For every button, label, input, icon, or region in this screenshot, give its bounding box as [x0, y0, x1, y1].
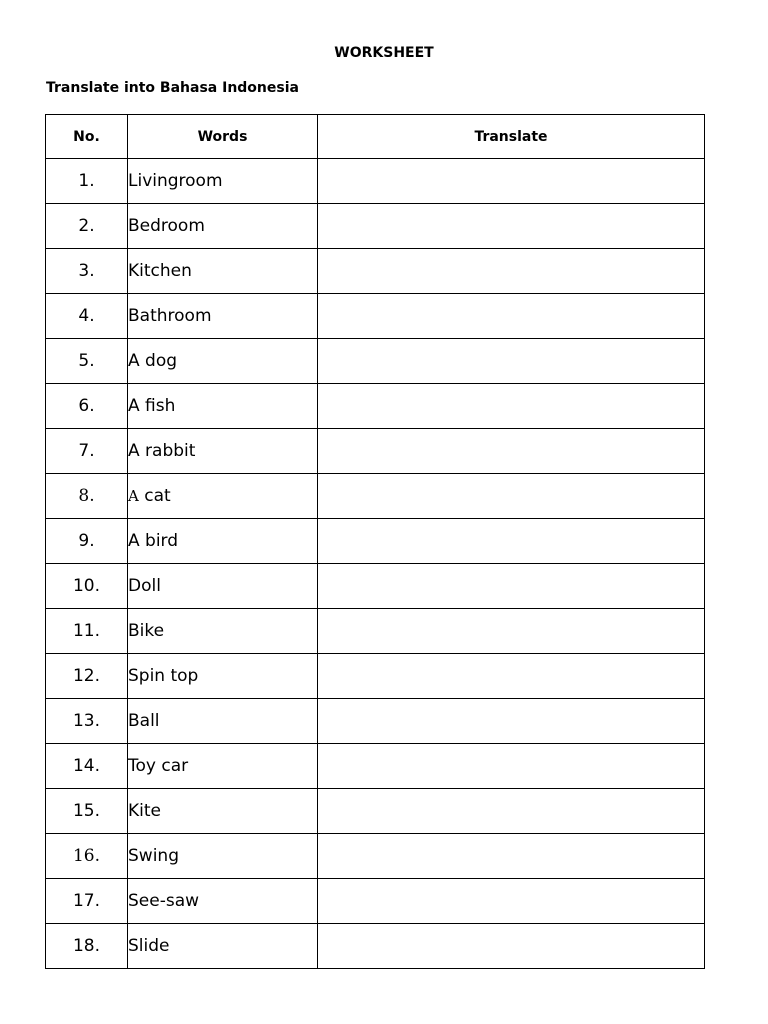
row-number: 10.: [46, 564, 128, 609]
row-word-prefix: A: [128, 487, 139, 505]
row-word: Bathroom: [128, 294, 318, 339]
table-header-row: [46, 115, 705, 159]
row-number: 16.: [46, 834, 128, 879]
table-row: [46, 474, 705, 519]
translation-cell[interactable]: [318, 654, 705, 699]
worksheet-title: WORKSHEET: [334, 45, 434, 61]
vocabulary-table: [45, 114, 705, 969]
row-number: 6.: [46, 384, 128, 429]
table-row: [46, 744, 705, 789]
row-number: 8.: [46, 474, 128, 519]
table-row: [46, 204, 705, 249]
row-number: 13.: [46, 699, 128, 744]
translation-cell[interactable]: [318, 249, 705, 294]
row-word: Livingroom: [128, 159, 318, 204]
translation-cell[interactable]: [318, 609, 705, 654]
table-row: [46, 249, 705, 294]
row-word-rest: cat: [138, 486, 171, 506]
table-row: [46, 654, 705, 699]
table-row: [46, 789, 705, 834]
table-row: [46, 564, 705, 609]
row-word: A bird: [128, 519, 318, 564]
row-word: A rabbit: [128, 429, 318, 474]
row-word: Ball: [128, 699, 318, 744]
table-row: [46, 834, 705, 879]
table-row: [46, 519, 705, 564]
row-number: 2.: [46, 204, 128, 249]
row-word: Spin top: [128, 654, 318, 699]
table-row: [46, 924, 705, 969]
translation-cell[interactable]: [318, 924, 705, 969]
row-number: 4.: [46, 294, 128, 339]
translation-cell[interactable]: [318, 879, 705, 924]
row-number: 5.: [46, 339, 128, 384]
row-word: [128, 474, 318, 519]
row-word: Swing: [128, 834, 318, 879]
row-word: Kite: [128, 789, 318, 834]
row-word: Bike: [128, 609, 318, 654]
translation-cell[interactable]: [318, 429, 705, 474]
row-number: 18.: [46, 924, 128, 969]
row-word: A dog: [128, 339, 318, 384]
row-number: 9.: [46, 519, 128, 564]
table-row: [46, 879, 705, 924]
row-word: Toy car: [128, 744, 318, 789]
row-word: Kitchen: [128, 249, 318, 294]
row-number: 11.: [46, 609, 128, 654]
row-word: A fish: [128, 384, 318, 429]
table-row: [46, 294, 705, 339]
translation-cell[interactable]: [318, 339, 705, 384]
row-number: 3.: [46, 249, 128, 294]
translation-cell[interactable]: [318, 564, 705, 609]
table-row: [46, 429, 705, 474]
translation-cell[interactable]: [318, 519, 705, 564]
row-word: Doll: [128, 564, 318, 609]
row-number: 7.: [46, 429, 128, 474]
translation-cell[interactable]: [318, 474, 705, 519]
row-number: 15.: [46, 789, 128, 834]
row-number: 17.: [46, 879, 128, 924]
instruction-text: Translate into Bahasa Indonesia: [46, 80, 299, 96]
row-word: See-saw: [128, 879, 318, 924]
table-row: [46, 159, 705, 204]
table-row: [46, 339, 705, 384]
table-row: [46, 699, 705, 744]
translation-cell[interactable]: [318, 204, 705, 249]
header-no: No.: [46, 115, 128, 159]
translation-cell[interactable]: [318, 159, 705, 204]
header-translate: Translate: [318, 115, 705, 159]
translation-cell[interactable]: [318, 384, 705, 429]
translation-cell[interactable]: [318, 294, 705, 339]
table-row: [46, 384, 705, 429]
row-number: 12.: [46, 654, 128, 699]
header-words: Words: [128, 115, 318, 159]
row-number: 14.: [46, 744, 128, 789]
table-row: [46, 609, 705, 654]
row-word: Bedroom: [128, 204, 318, 249]
row-word: Slide: [128, 924, 318, 969]
translation-cell[interactable]: [318, 789, 705, 834]
row-number: 1.: [46, 159, 128, 204]
translation-cell[interactable]: [318, 834, 705, 879]
translation-cell[interactable]: [318, 744, 705, 789]
translation-cell[interactable]: [318, 699, 705, 744]
